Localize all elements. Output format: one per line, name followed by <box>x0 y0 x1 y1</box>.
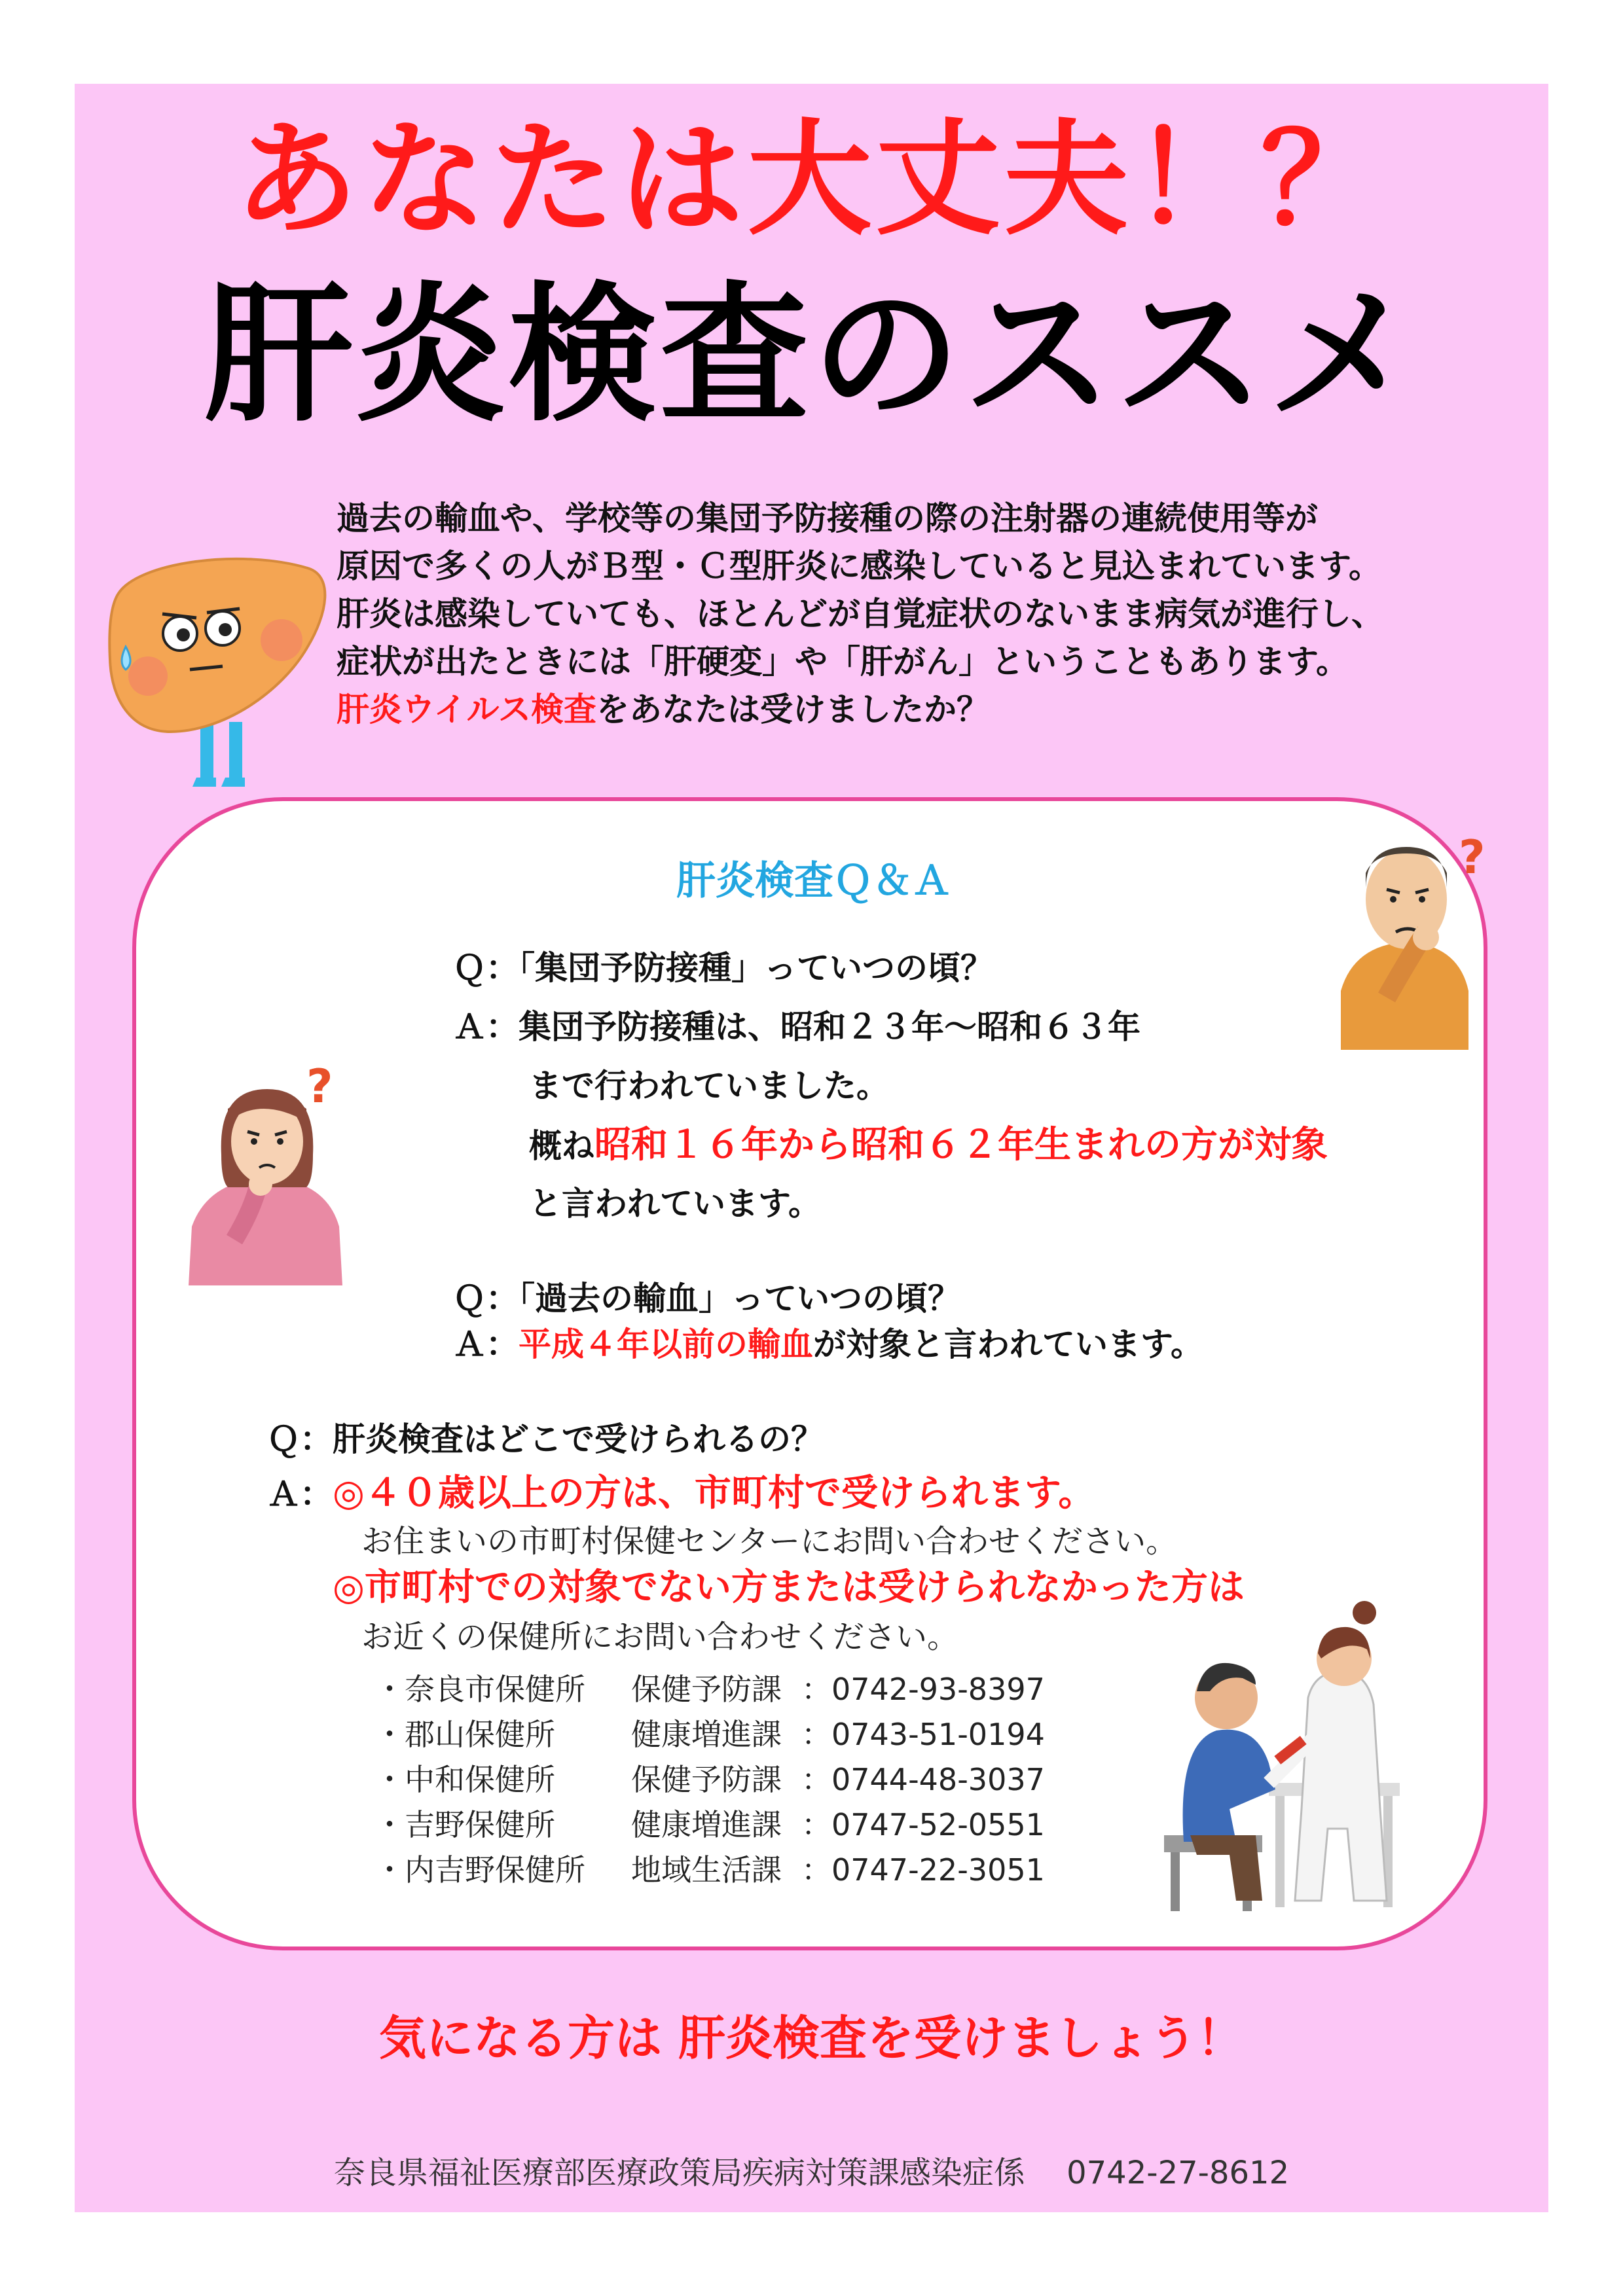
contact-row <box>374 1852 1045 1888</box>
qa-panel <box>132 797 1487 1950</box>
headline: あなたは大丈夫！？ <box>234 107 1389 252</box>
question-3: Ｑ：肝炎検査はどこで受けられるの？ <box>267 1420 824 1458</box>
contact-name: ・奈良市保健所 <box>374 1672 585 1707</box>
contact-row <box>374 1807 1045 1842</box>
answer-3 <box>267 1472 1095 1515</box>
contact-dept: 地域生活課 <box>631 1852 782 1888</box>
contact-row <box>374 1717 1045 1752</box>
intro-line: 原因で多くの人がＢ型・Ｃ型肝炎に感染していると見込まれています。 <box>337 547 1381 585</box>
answer-2 <box>453 1325 1203 1363</box>
answer-2-rest: が対象と言われています。 <box>813 1325 1203 1363</box>
contact-phone: ：0747-52-0551 <box>801 1807 1045 1842</box>
intro-question: をあなたは受けましたか？ <box>596 691 989 728</box>
contact-name: ・郡山保健所 <box>374 1717 555 1752</box>
page-title: 肝炎検査のススメ <box>204 268 1419 442</box>
contact-phone: ：0742-93-8397 <box>801 1672 1045 1707</box>
footer-contact: 奈良県福祉医療部医療政策局疾病対策課感染症係 0742-27-8612 <box>333 2155 1290 2191</box>
poster <box>75 84 1548 2212</box>
answer-1-prefix: 概ね <box>529 1127 594 1165</box>
contact-dept: 健康増進課 <box>631 1807 782 1842</box>
woman-thinking-illustration <box>182 1050 359 1285</box>
contact-dept: 保健予防課 <box>631 1672 782 1707</box>
qa-title: 肝炎検査Ｑ＆Ａ <box>676 858 951 904</box>
intro-line <box>337 686 1528 734</box>
answer-3-prefix: Ａ： <box>267 1475 333 1513</box>
contact-row <box>374 1672 1045 1707</box>
answer-1-line: まで行われていました。 <box>529 1067 889 1105</box>
svg-text:?: ? <box>306 1060 333 1113</box>
answer-1-line <box>529 1124 1328 1166</box>
contact-row <box>374 1762 1045 1797</box>
answer-1-line: と言われています。 <box>529 1185 821 1223</box>
answer-2-prefix: Ａ： <box>453 1325 519 1363</box>
answer-1-line: Ａ：集団予防接種は、昭和２３年～昭和６３年 <box>453 1008 1140 1046</box>
contact-name: ・中和保健所 <box>374 1762 555 1797</box>
intro-line: 症状が出たときには「肝硬変」や「肝がん」ということもあります。 <box>337 643 1349 681</box>
intro-line: 過去の輸血や、学校等の集団予防接種の際の注射器の連続使用等が <box>337 499 1318 537</box>
question-2: Ｑ：「過去の輸血」っていつの頃？ <box>453 1280 960 1318</box>
answer-3-highlight: ◎４０歳以上の方は、市町村で受けられます。 <box>333 1472 1095 1515</box>
answer-3-note: お住まいの市町村保健センターにお問い合わせください。 <box>361 1523 1178 1560</box>
closing-message: 気になる方は 肝炎検査を受けましょう！ <box>378 2011 1245 2066</box>
old-man-thinking-illustration <box>1328 827 1498 1056</box>
contact-phone: ：0747-22-3051 <box>801 1852 1045 1888</box>
intro-line: 肝炎は感染していても、ほとんどが自覚症状のないまま病気が進行し、 <box>337 595 1384 633</box>
contact-name: ・内吉野保健所 <box>374 1852 585 1888</box>
contact-name: ・吉野保健所 <box>374 1807 555 1842</box>
contact-dept: 保健予防課 <box>631 1762 782 1797</box>
liver-mascot-illustration <box>92 535 334 810</box>
intro-text <box>337 495 1528 734</box>
answer-1-highlight: 昭和１６年から昭和６２年生まれの方が対象 <box>594 1124 1328 1166</box>
svg-text:?: ? <box>1459 831 1486 884</box>
contact-phone: ：0744-48-3037 <box>801 1762 1045 1797</box>
blood-test-illustration <box>1158 1593 1432 1920</box>
contact-phone: ：0743-51-0194 <box>801 1717 1045 1752</box>
answer-3-highlight: ◎市町村での対象でない方または受けられなかった方は <box>333 1566 1245 1609</box>
contact-dept: 健康増進課 <box>631 1717 782 1752</box>
intro-highlight: 肝炎ウイルス検査 <box>337 691 596 728</box>
question-1: Ｑ：「集団予防接種」っていつの頃？ <box>453 949 993 987</box>
answer-3-note: お近くの保健所にお問い合わせください。 <box>361 1619 959 1655</box>
answer-2-highlight: 平成４年以前の輸血 <box>519 1325 813 1363</box>
